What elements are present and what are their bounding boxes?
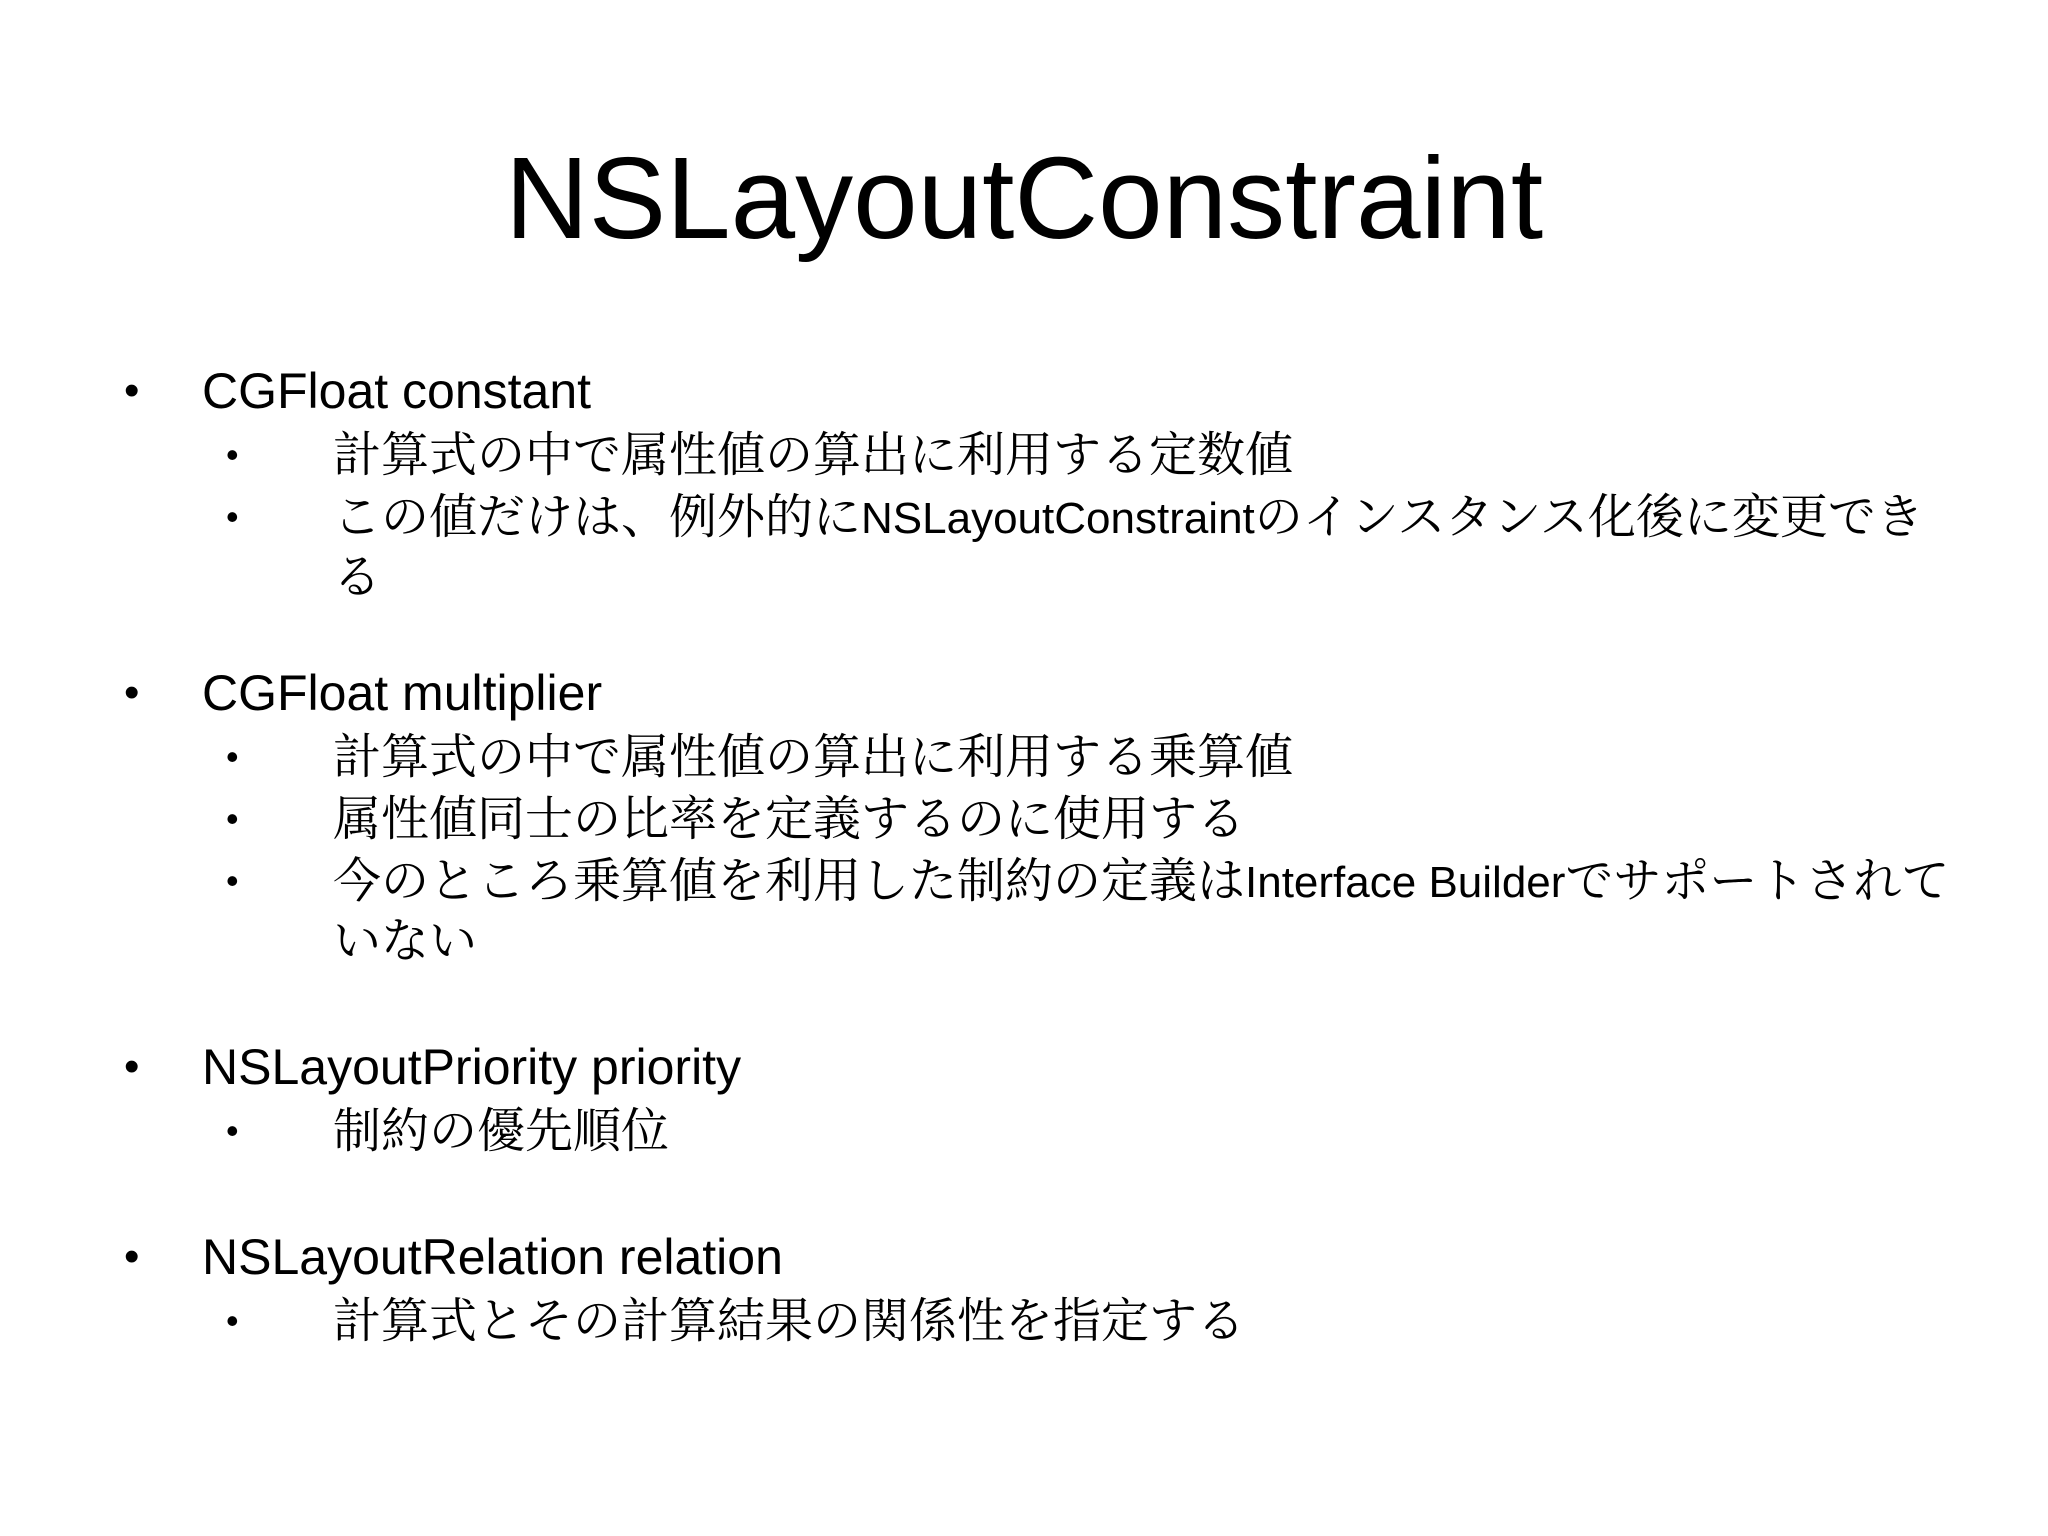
sub-bullet-text [333,724,1953,786]
bullet-icon: • [124,1232,140,1281]
sub-bullet-item [0,484,2048,606]
section-heading: NSLayoutRelation relation [202,1229,783,1285]
sub-bullet-text [333,1098,1953,1160]
text-run: 今のところ乗算値を利用した制約の定義は [333,853,1246,909]
bullet-item [0,1226,2048,1288]
sub-bullet-item [0,848,2048,970]
sub-bullet-text [333,848,1953,970]
sub-bullet-item [0,786,2048,848]
text-run: 計算式の中で属性値の算出に利用する乗算値 [333,729,1294,785]
bullet-icon: • [226,1300,239,1341]
section-constant [0,360,2048,606]
sub-bullet-item [0,422,2048,484]
bullet-icon: • [124,366,140,415]
bullet-icon: • [226,496,239,537]
sub-bullet-item [0,724,2048,786]
text-run: 制約の優先順位 [333,1103,670,1159]
text-run: 属性値同士の比率を定義するのに使用する [333,791,1246,847]
text-run-latin: NSLayoutConstraint [861,494,1255,543]
text-run: 計算式とその計算結果の関係性を指定する [333,1293,1246,1349]
text-run: 計算式の中で属性値の算出に利用する定数値 [333,427,1294,483]
bullet-item [0,662,2048,724]
bullet-icon: • [226,860,239,901]
sub-bullet-text [333,484,1953,606]
text-run-latin: Interface Builder [1245,858,1566,907]
bullet-icon: • [226,1110,239,1151]
section-multiplier [0,662,2048,970]
text-run: この値だけは、例外的に [333,489,862,545]
slide-title: NSLayoutConstraint [504,133,1544,263]
sub-bullet-text [333,786,1953,848]
bullet-icon: • [226,798,239,839]
section-priority [0,1036,2048,1160]
bullet-item [0,360,2048,422]
section-heading: CGFloat constant [202,363,592,419]
bullet-icon: • [124,668,140,717]
text-run: のインスタンス化後に変更できる [333,489,1924,605]
bullet-icon: • [226,434,239,475]
bullet-icon: • [124,1042,140,1091]
bullet-icon: • [226,736,239,777]
sub-bullet-text [333,422,1953,484]
sub-bullet-item [0,1098,2048,1160]
sub-bullet-item [0,1288,2048,1350]
section-heading: CGFloat multiplier [202,665,603,721]
sub-bullet-text [333,1288,1953,1350]
section-heading: NSLayoutPriority priority [202,1039,742,1095]
bullet-item [0,1036,2048,1098]
text-run: でサポートされていない [333,853,1950,969]
section-relation [0,1226,2048,1350]
